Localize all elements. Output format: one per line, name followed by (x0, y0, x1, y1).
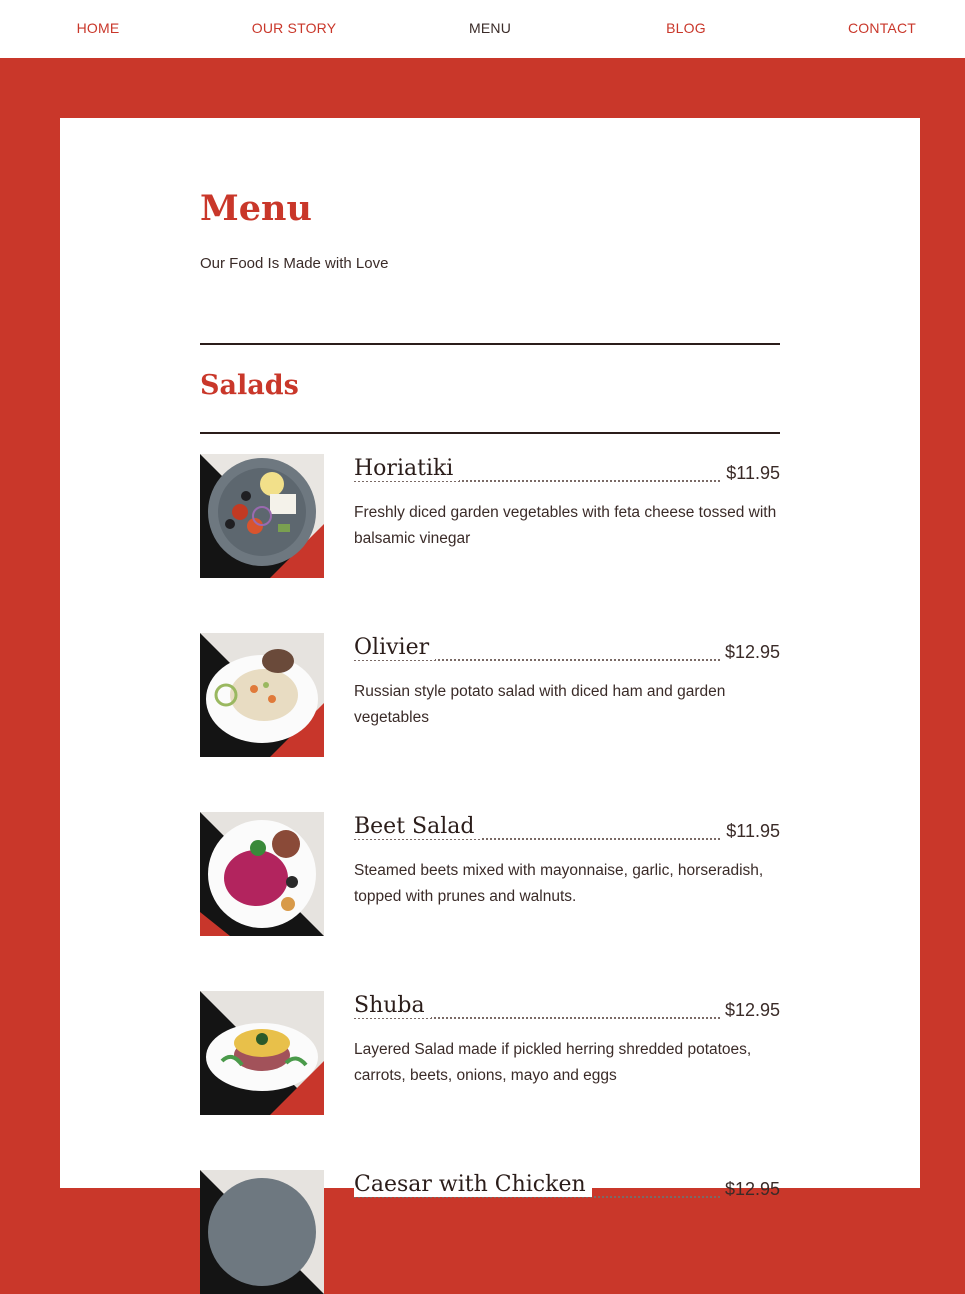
item-price: $11.95 (726, 821, 780, 841)
item-description: Steamed beets mixed with mayonnaise, garlic, horseradish, topped with prunes and walnuts. (354, 862, 764, 905)
dish-photo-beet-salad (200, 812, 324, 936)
top-navigation (0, 0, 965, 58)
item-name: Beet Salad (354, 814, 480, 839)
dish-photo-horiatiki (200, 454, 324, 578)
menu-item (200, 991, 780, 1115)
nav-menu[interactable]: MENU (468, 20, 512, 36)
nav-blog[interactable]: BLOG (666, 20, 706, 36)
item-name: Olivier (354, 635, 435, 660)
nav-home[interactable]: HOME (76, 20, 120, 36)
item-name: Horiatiki (354, 456, 459, 481)
item-price: $12.95 (724, 1179, 780, 1199)
section-title-salads: Salads (200, 370, 299, 401)
item-description: Freshly diced garden vegetables with feta cheese tossed with balsamic vinegar (354, 504, 777, 547)
item-name: Caesar with Chicken (354, 1172, 592, 1197)
nav-contact[interactable]: CONTACT (847, 20, 917, 36)
dish-photo-shuba (200, 991, 324, 1115)
item-price: $12.95 (724, 1000, 780, 1020)
item-description: Layered Salad made if pickled herring shredded potatoes, carrots, beets, onions, mayo and eggs (354, 1041, 752, 1084)
menu-item (200, 812, 780, 936)
dish-photo-olivier (200, 633, 324, 757)
item-price: $12.95 (724, 642, 780, 662)
menu-panel (60, 118, 920, 1199)
menu-item (200, 454, 780, 578)
item-name: Shuba (354, 993, 431, 1018)
menu-item (200, 633, 780, 757)
item-price: $11.95 (726, 463, 780, 483)
divider-bottom (200, 432, 780, 434)
dish-photo-caesar (200, 1170, 324, 1294)
nav-our-story[interactable]: OUR STORY (251, 20, 337, 36)
item-description: Russian style potato salad with diced ham and garden vegetables (354, 683, 726, 726)
menu-item (200, 1170, 780, 1294)
page-tagline: Our Food Is Made with Love (200, 255, 389, 272)
page-title: Menu (200, 188, 312, 229)
divider-top (200, 343, 780, 345)
